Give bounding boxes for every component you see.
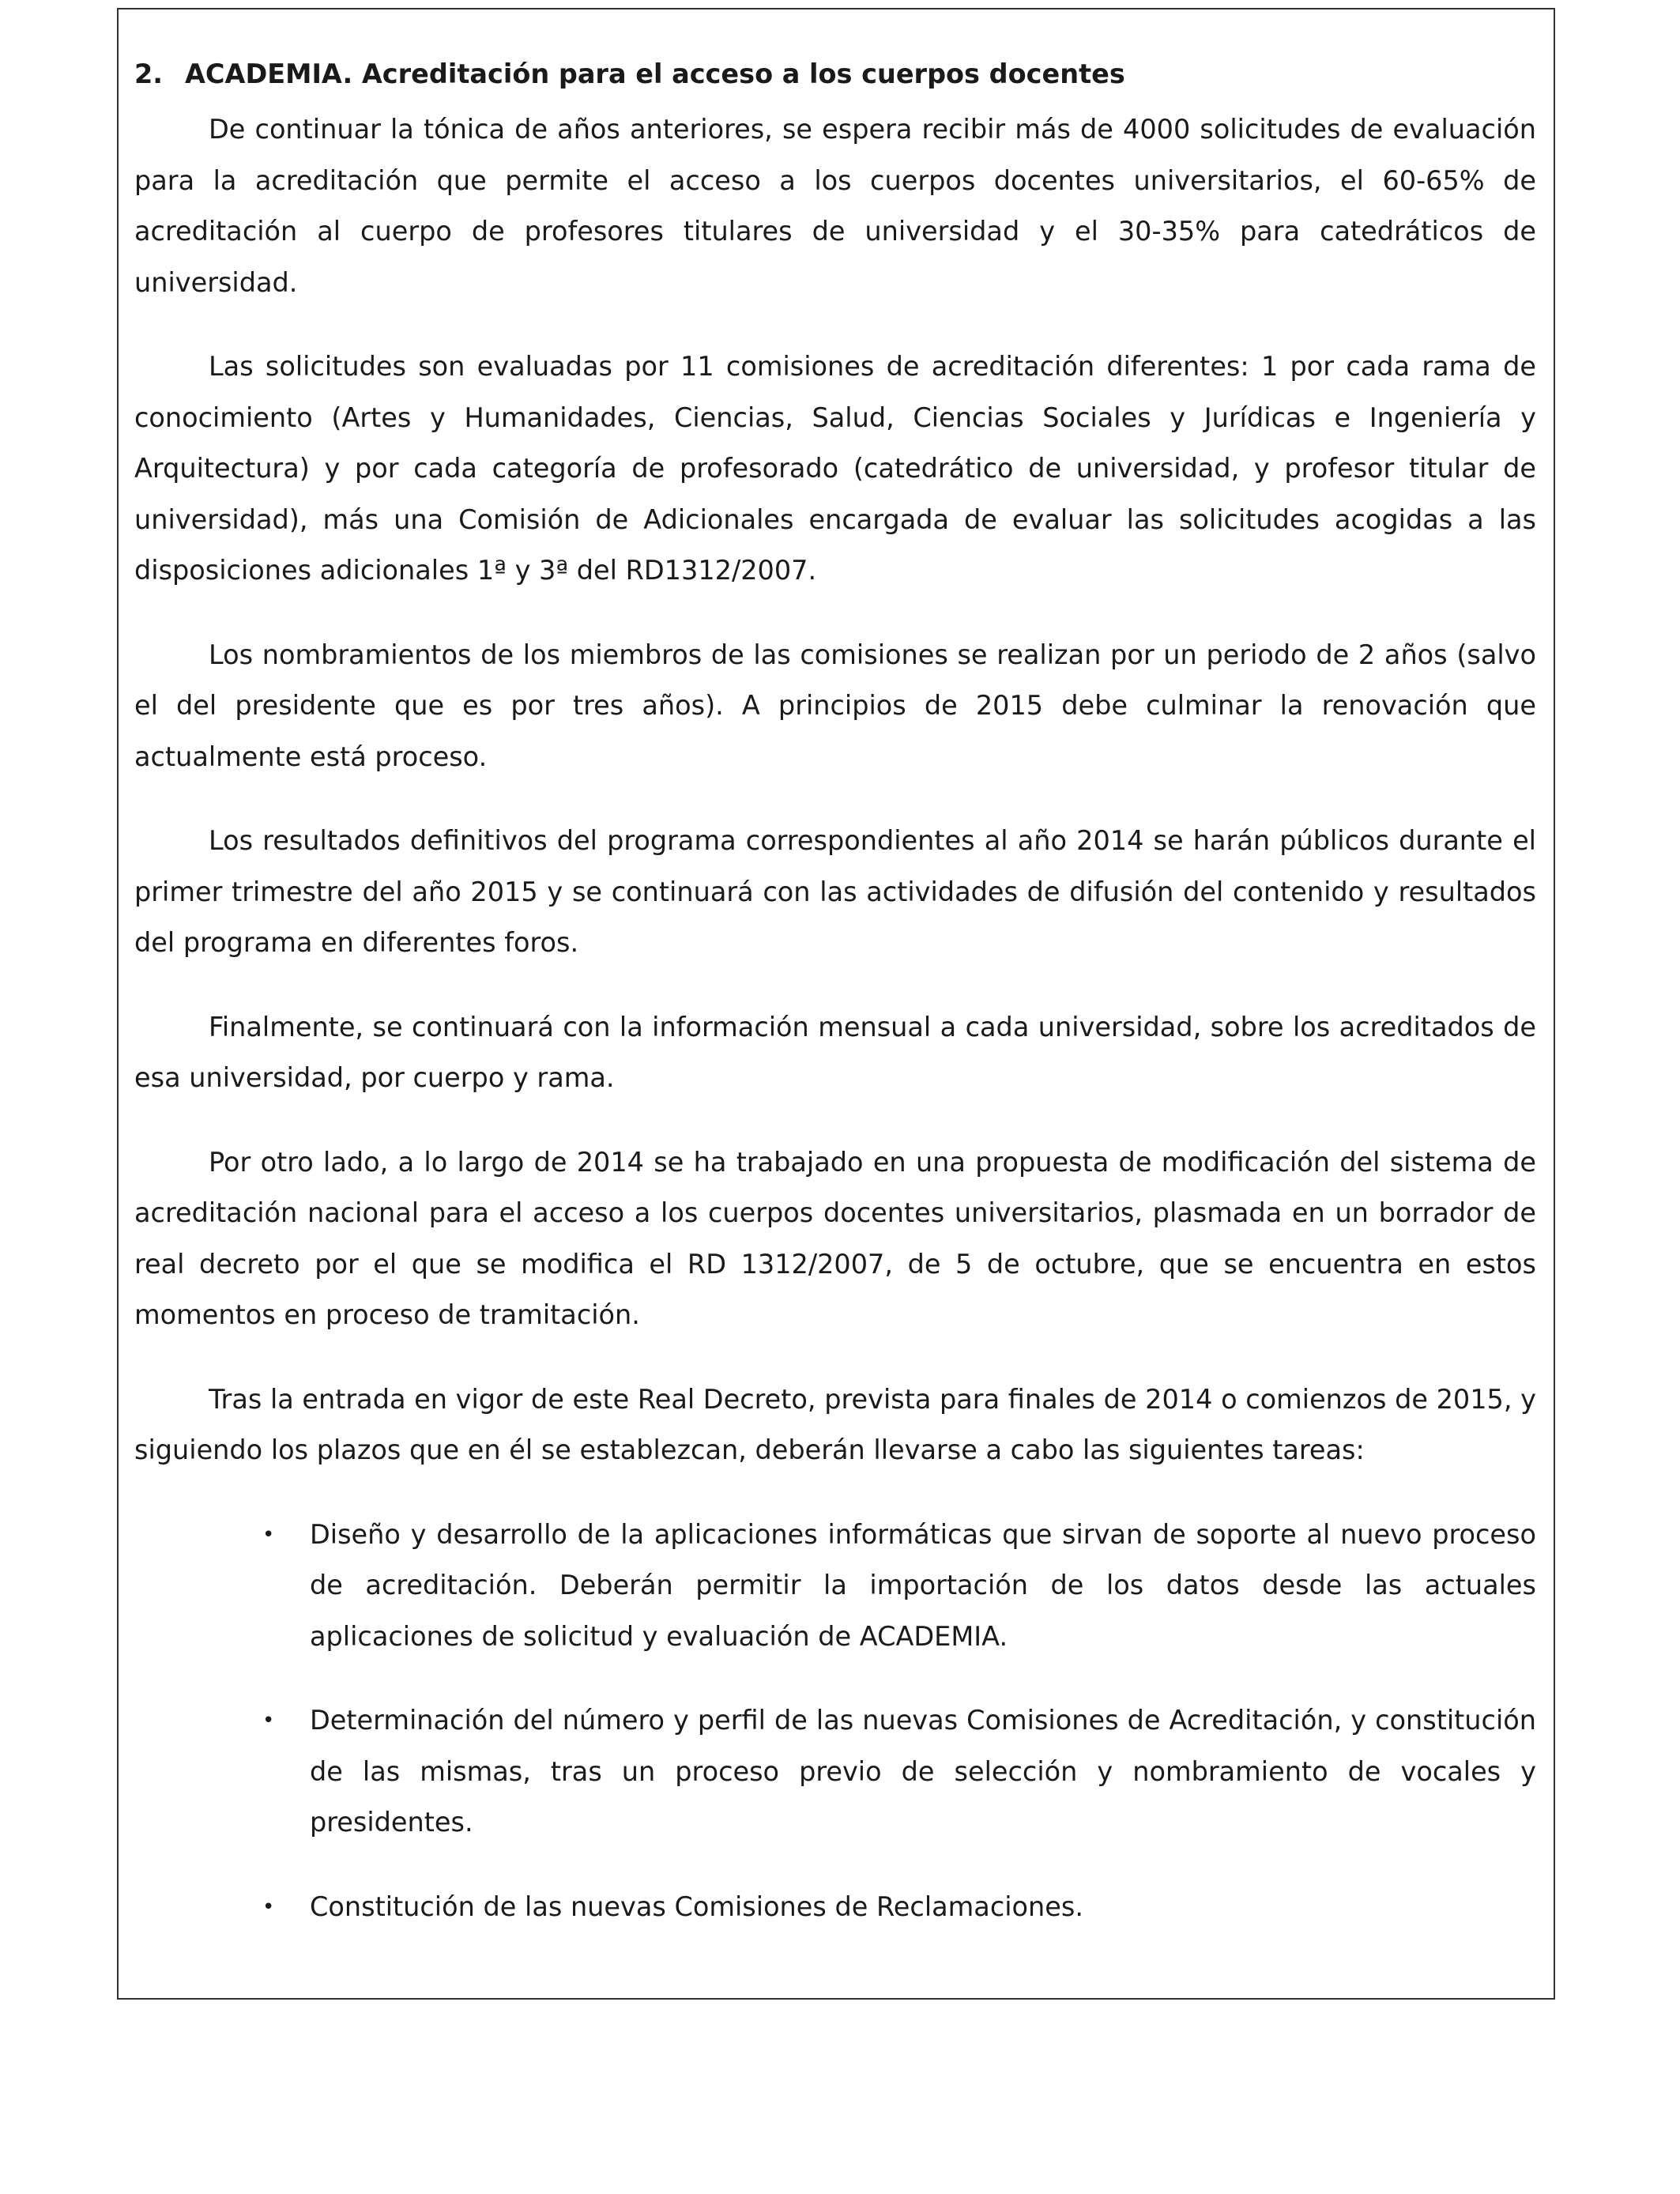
task-item xyxy=(134,1882,1536,1933)
paragraph-6: Por otro lado, a lo largo de 2014 se ha trabajado en una propuesta de modificación del sistema de acreditación nacional para el acceso a los cuerpos docentes universitarios, plasmada en un borrador de real decreto por el que se modifica el RD 1312/2007, de 5 de octubre, que se encuentra en estos momentos en proceso de tramitación. xyxy=(134,1146,1536,1330)
task-list xyxy=(134,1510,1536,1933)
bullet-icon: • xyxy=(262,1522,275,1547)
bullet-icon: • xyxy=(262,1709,275,1732)
paragraph-2: Las solicitudes son evaluadas por 11 comisiones de acreditación diferentes: 1 por cada rama de conocimiento (Artes y Humanidades, Ciencias, Salud, Ciencias Sociales y Jurídicas e Ingeniería y Arquitectura) y por cada categoría de profesorado (catedrático de universidad, y profesor titular de universidad), más una Comisión de Adicionales encargada de evaluar las solicitudes acogidas a las disposiciones adicionales 1ª y 3ª del RD1312/2007. xyxy=(134,351,1536,586)
task-text: Constitución de las nuevas Comisiones de Reclamaciones. xyxy=(310,1891,1083,1922)
task-item xyxy=(134,1695,1536,1849)
paragraph-4: Los resultados definitivos del programa correspondientes al año 2014 se harán públicos durante el primer trimestre del año 2015 y se continuará con las actividades de difusión del contenido y resultados del programa en diferentes foros. xyxy=(134,825,1536,958)
section-title: ACADEMIA. Acreditación para el acceso a los cuerpos docentes xyxy=(185,58,1125,89)
paragraph-7: Tras la entrada en vigor de este Real Decreto, prevista para finales de 2014 o comienzos de 2015, y siguiendo los plazos que en él se establezcan, deberán llevarse a cabo las siguientes tareas: xyxy=(134,1383,1536,1465)
task-text: Diseño y desarrollo de la aplicaciones informáticas que sirvan de soporte al nuevo proceso de acreditación. Deberán permitir la importación de los datos desde las actuales aplicaciones de solicitud y evaluación de ACADEMIA. xyxy=(310,1518,1536,1652)
task-text: Determinación del número y perfil de las nuevas Comisiones de Acreditación, y constitución de las mismas, tras un proceso previo de selección y nombramiento de vocales y presidentes. xyxy=(310,1705,1536,1838)
bullet-icon: • xyxy=(262,1894,275,1919)
paragraph-5: Finalmente, se continuará con la información mensual a cada universidad, sobre los acreditados de esa universidad, por cuerpo y rama. xyxy=(134,1011,1536,1093)
section-number: 2. xyxy=(134,58,164,89)
section-heading xyxy=(134,49,1536,100)
paragraph-3: Los nombramientos de los miembros de las comisiones se realizan por un periodo de 2 años (salvo el del presidente que es por tres años). A principios de 2015 debe culminar la renovación que actualmente está proceso. xyxy=(134,639,1536,772)
task-item xyxy=(134,1510,1536,1663)
section-frame xyxy=(117,8,1555,2000)
paragraph-1: De continuar la tónica de años anteriores, se espera recibir más de 4000 solicitudes de evaluación para la acreditación que permite el acceso a los cuerpos docentes universitarios, el 60-65% de acreditación al cuerpo de profesores titulares de universidad y el 30-35% para catedráticos de universidad. xyxy=(134,114,1536,298)
